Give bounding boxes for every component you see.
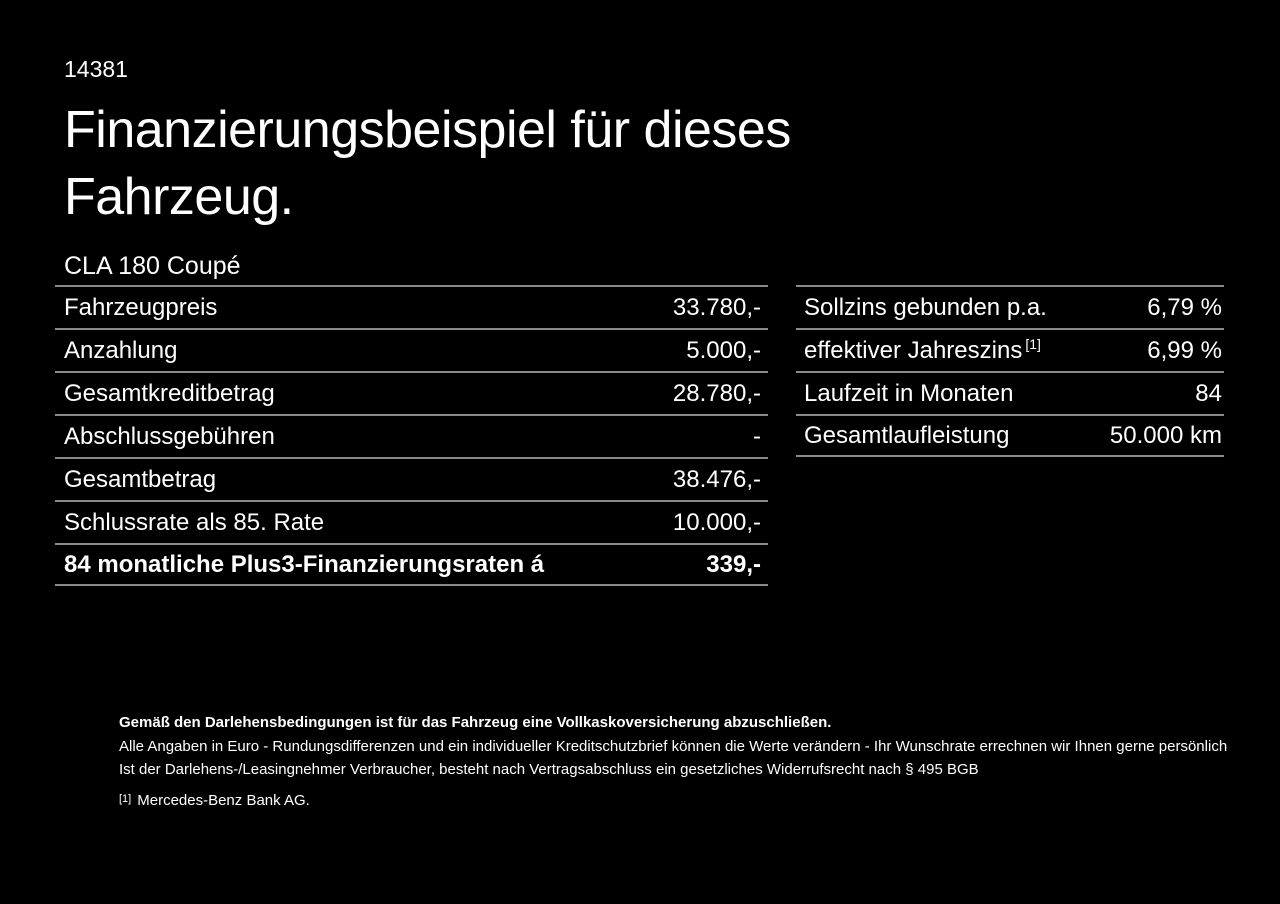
footnotes-section: [119, 711, 1280, 811]
table-row-monthly-rate: [55, 543, 768, 586]
row-value: 38.476,-: [672, 465, 761, 493]
page-title: Finanzierungsbeispiel für dieses Fahrzeug.: [64, 101, 791, 226]
row-label: Schlussrate als 85. Rate: [64, 508, 325, 536]
row-label: Gesamtlaufleistung: [804, 421, 1010, 449]
row-value: 10.000,-: [672, 508, 761, 536]
footnote-marker: [1]: [119, 793, 132, 805]
table-row-gesamtbetrag: [55, 457, 768, 500]
row-label: Abschlussgebühren: [64, 422, 275, 450]
table-row-gesamtkreditbetrag: [55, 371, 768, 414]
row-label: Fahrzeugpreis: [64, 293, 218, 321]
finance-table: [55, 285, 768, 586]
tables-section: [55, 285, 1280, 586]
table-row-abschlussgebuehren: [55, 414, 768, 457]
row-value: -: [753, 422, 761, 450]
footnote-ref: [1]: [1025, 335, 1041, 352]
insurance-note: Gemäß den Darlehensbedingungen ist für das Fahrzeug eine Vollkaskoversicherung abzuschließen.: [119, 714, 832, 731]
table-row-gesamtlaufleistung: [796, 414, 1224, 457]
conditions-table: [796, 285, 1224, 457]
row-value: 6,99 %: [1147, 336, 1222, 364]
table-row-effektiver-jahreszins: [796, 328, 1224, 371]
row-label: [804, 337, 1041, 365]
row-label: Gesamtkreditbetrag: [64, 379, 275, 407]
row-value: 339,-: [706, 550, 761, 578]
row-value: 84: [1195, 379, 1222, 407]
row-label: Gesamtbetrag: [64, 465, 217, 493]
table-row-sollzins: [796, 285, 1224, 328]
row-value: 28.780,-: [672, 379, 761, 407]
vehicle-model: CLA 180 Coupé: [64, 252, 241, 280]
row-label-text: effektiver Jahreszins: [804, 336, 1023, 364]
withdrawal-note: Ist der Darlehens-/Leasingnehmer Verbraucher, besteht nach Vertragsabschluss ein gesetzliches Widerrufsrecht nach § 495 BGB: [119, 761, 979, 778]
disclaimer-text: Alle Angaben in Euro - Rundungsdifferenzen und ein individueller Kreditschutzbrief können die Werte verändern - Ihr Wunschrate errechnen wir Ihnen gerne persönlich: [119, 738, 1228, 755]
row-label: Anzahlung: [64, 336, 178, 364]
table-row-anzahlung: [55, 328, 768, 371]
row-value: 6,79 %: [1147, 293, 1222, 321]
row-value: 5.000,-: [686, 336, 761, 364]
row-value: 33.780,-: [672, 293, 761, 321]
row-value: 50.000 km: [1109, 421, 1222, 449]
row-label: 84 monatliche Plus3-Finanzierungsraten á: [64, 550, 545, 578]
table-row-fahrzeugpreis: [55, 285, 768, 328]
table-row-laufzeit: [796, 371, 1224, 414]
footnote-text: Mercedes-Benz Bank AG.: [137, 792, 310, 809]
row-label: Sollzins gebunden p.a.: [804, 293, 1047, 321]
footnote-line: [119, 789, 1280, 811]
row-label: Laufzeit in Monaten: [804, 379, 1014, 407]
table-row-schlussrate: [55, 500, 768, 543]
vehicle-id: 14381: [64, 56, 128, 82]
